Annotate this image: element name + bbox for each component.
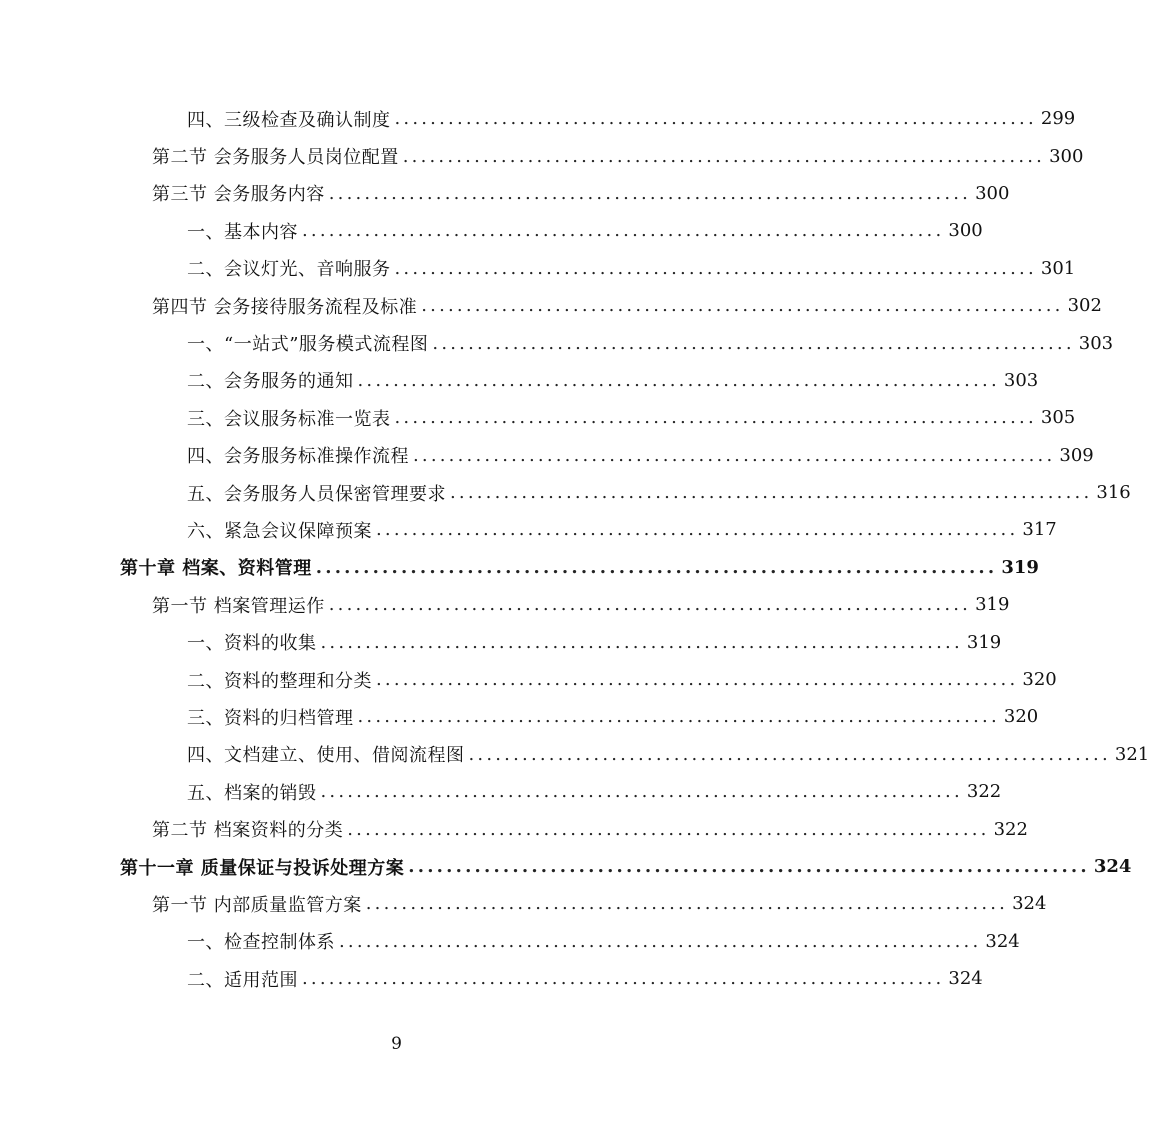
toc-entry[interactable] (0, 362, 1039, 399)
toc-leader-dots: ........................................................................ (413, 444, 1056, 466)
toc-entry-title: 五、档案的销毁 (187, 782, 317, 804)
toc-entry-title: 一、检查控制体系 (187, 932, 335, 954)
toc-entry-page: 320 (1022, 669, 1057, 691)
toc-entry-title: 六、紧急会议保障预案 (187, 520, 372, 542)
toc-entry-title: 三、会议服务标准一览表 (187, 408, 391, 430)
toc-entry-page: 317 (1022, 519, 1057, 541)
toc-entry[interactable] (0, 960, 983, 997)
toc-entry[interactable] (0, 100, 1076, 137)
page-number: 9 (391, 1034, 402, 1054)
toc-leader-dots: ........................................................................ (376, 669, 1019, 691)
toc-leader-dots: ........................................................................ (320, 781, 963, 803)
toc-leader-dots: ........................................................................ (357, 369, 1000, 391)
toc-entry-title: 第十章 档案、资料管理 (120, 558, 312, 580)
toc-entry[interactable] (0, 736, 1149, 773)
toc-entry-page: 324 (1093, 856, 1132, 877)
toc-entry[interactable] (0, 437, 1094, 474)
toc-entry-page: 301 (1040, 257, 1076, 279)
toc-entry-page: 302 (1067, 295, 1102, 317)
toc-entry-page: 299 (1040, 108, 1076, 130)
toc-leader-dots: ........................................................................ (302, 220, 945, 242)
toc-entry-page: 303 (1078, 332, 1114, 354)
toc-entry[interactable] (0, 399, 1076, 436)
toc-entry[interactable] (0, 810, 1028, 847)
toc-entry[interactable] (0, 885, 1047, 922)
toc-leader-dots: ........................................................................ (315, 556, 998, 578)
toc-entry-title: 第一节 档案管理运作 (152, 595, 325, 617)
toc-entry[interactable] (0, 511, 1057, 548)
toc-entry-page: 319 (966, 631, 1002, 653)
toc-leader-dots: ........................................................................ (450, 482, 1093, 504)
toc-entry-page: 319 (1001, 556, 1039, 578)
toc-entry[interactable] (0, 586, 1010, 623)
toc-entry-page: 300 (975, 182, 1010, 204)
toc-entry-title: 二、资料的整理和分类 (187, 670, 372, 692)
toc-leader-dots: ........................................................................ (328, 182, 972, 204)
toc-entry[interactable] (0, 923, 1020, 960)
toc-leader-dots: ........................................................................ (302, 968, 945, 990)
toc-entry-page: 320 (1003, 706, 1039, 728)
toc-entry-page: 316 (1096, 482, 1131, 504)
toc-leader-dots: ........................................................................ (402, 145, 1046, 167)
toc-entry[interactable] (0, 175, 1010, 212)
toc-entry-page: 324 (1012, 893, 1047, 915)
toc-entry-page: 321 (1114, 743, 1149, 765)
toc-leader-dots: ........................................................................ (421, 295, 1064, 317)
toc-leader-dots: ........................................................................ (339, 930, 982, 952)
toc-entry[interactable] (0, 287, 1102, 324)
toc-entry-title: 三、资料的归档管理 (187, 707, 354, 729)
toc-entry-page: 300 (1049, 145, 1084, 167)
toc-chapter-entry[interactable] (0, 848, 1132, 885)
toc-entry-page: 319 (975, 594, 1010, 616)
toc-entry-title: 第二节 档案资料的分类 (152, 820, 344, 842)
toc-entry[interactable] (0, 661, 1057, 698)
toc-entry-page: 303 (1003, 369, 1039, 391)
toc-entry[interactable] (0, 212, 983, 249)
toc-entry-title: 第二节 会务服务人员岗位配置 (152, 147, 399, 169)
toc-entry[interactable] (0, 773, 1002, 810)
toc-entry-page: 322 (966, 781, 1002, 803)
toc-entry-title: 一、资料的收集 (187, 633, 317, 655)
toc-leader-dots: ........................................................................ (347, 818, 990, 840)
toc-leader-dots: ........................................................................ (408, 856, 1090, 877)
toc-entry-title: 第十一章 质量保证与投诉处理方案 (120, 857, 405, 879)
toc-entry[interactable] (0, 623, 1002, 660)
toc-entry-page: 300 (948, 220, 983, 242)
toc-leader-dots: ........................................................................ (357, 706, 1000, 728)
toc-entry[interactable] (0, 324, 1114, 361)
toc-entry-page: 322 (993, 818, 1028, 840)
toc-entry-title: 一、“一站式”服务模式流程图 (187, 334, 429, 356)
toc-entry-title: 四、会务服务标准操作流程 (187, 446, 409, 468)
toc-entry-title: 四、三级检查及确认制度 (187, 109, 391, 131)
toc-leader-dots: ........................................................................ (394, 108, 1037, 130)
table-of-contents (0, 100, 1149, 997)
toc-leader-dots: ........................................................................ (328, 594, 972, 616)
toc-leader-dots: ........................................................................ (432, 332, 1075, 354)
toc-entry[interactable] (0, 698, 1039, 735)
toc-entry-page: 324 (985, 930, 1020, 952)
toc-entry-page: 309 (1059, 444, 1094, 466)
toc-entry-title: 第三节 会务服务内容 (152, 184, 325, 206)
toc-entry-title: 四、文档建立、使用、借阅流程图 (187, 745, 465, 767)
toc-entry-title: 二、适用范围 (187, 969, 298, 991)
toc-leader-dots: ........................................................................ (468, 743, 1111, 765)
toc-entry-title: 第一节 内部质量监管方案 (152, 894, 362, 916)
toc-leader-dots: ........................................................................ (394, 257, 1037, 279)
toc-chapter-entry[interactable] (0, 549, 1039, 586)
toc-leader-dots: ........................................................................ (365, 893, 1009, 915)
toc-entry[interactable] (0, 137, 1084, 174)
toc-entry-title: 一、基本内容 (187, 221, 298, 243)
toc-entry-page: 305 (1040, 407, 1076, 429)
toc-entry-title: 五、会务服务人员保密管理要求 (187, 483, 446, 505)
toc-entry-title: 二、会务服务的通知 (187, 371, 354, 393)
toc-entry-title: 二、会议灯光、音响服务 (187, 259, 391, 281)
toc-entry-title: 第四节 会务接待服务流程及标准 (152, 296, 418, 318)
toc-entry-page: 324 (948, 968, 983, 990)
toc-entry[interactable] (0, 474, 1131, 511)
toc-leader-dots: ........................................................................ (376, 519, 1019, 541)
toc-entry[interactable] (0, 250, 1076, 287)
toc-leader-dots: ........................................................................ (394, 407, 1037, 429)
toc-leader-dots: ........................................................................ (320, 631, 963, 653)
